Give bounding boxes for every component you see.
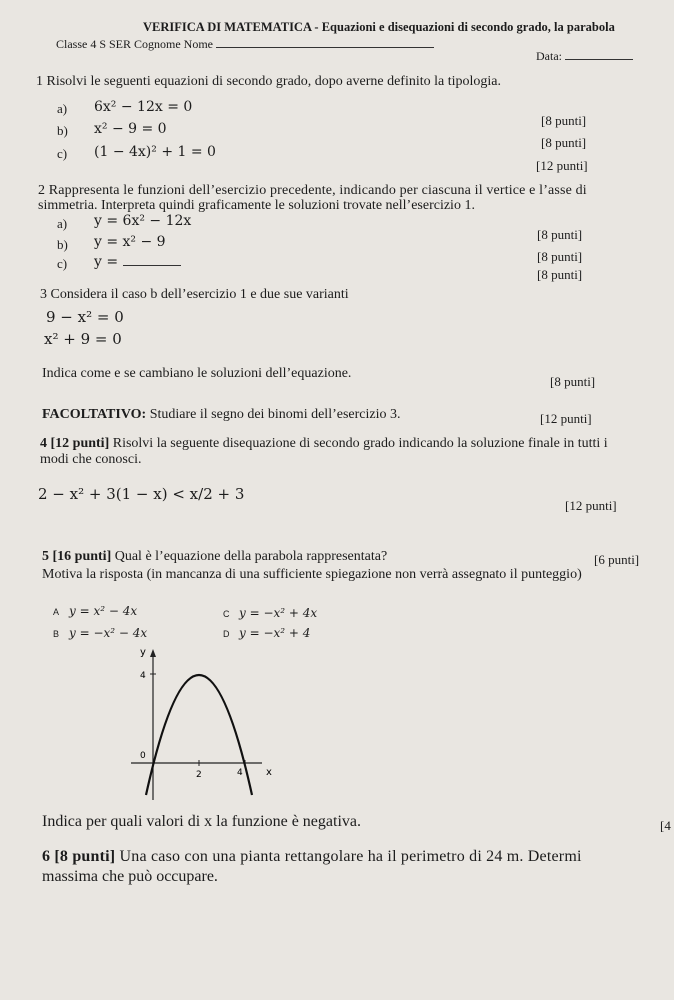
y-tick-label: 4 xyxy=(140,671,146,681)
choice-d-eq: y = −x² + 4 xyxy=(239,626,311,640)
name-field xyxy=(216,37,434,48)
q2-c-expr: y = xyxy=(94,254,119,270)
q2-b-expr: y = x² − 9 xyxy=(94,234,166,250)
q6-bold-points: [8 punti] xyxy=(54,848,116,865)
q4-text-line1 xyxy=(40,436,608,452)
choice-d-letter: D xyxy=(223,629,230,639)
q4-text-line2: modi che conosci. xyxy=(40,452,142,467)
q2-c-label: c) xyxy=(57,256,68,271)
class-label: Classe 4 S SER Cognome Nome xyxy=(56,37,214,51)
q4-bold-points: [12 punti] xyxy=(50,436,110,451)
choice-b xyxy=(53,624,147,642)
q1-a-expr: 6x² − 12x = 0 xyxy=(94,99,193,115)
choice-d xyxy=(223,624,310,642)
q2-b-points: [8 punti] xyxy=(537,249,583,264)
q5-points: [6 punti] xyxy=(594,552,640,567)
choice-b-eq: y = −x² − 4x xyxy=(69,626,148,640)
q2-text-line1: 2 Rappresenta le funzioni dell’esercizio precedente, indicando per ciascuna il vertice e l’asse di xyxy=(38,183,587,198)
q5-motiva: Motiva la risposta (in mancanza di una sufficiente spiegazione non verrà assegnato il punteggio) xyxy=(42,567,582,582)
q3-points: [8 punti] xyxy=(550,374,596,389)
q2-c-points: [8 punti] xyxy=(537,267,583,282)
q1-a-label: a) xyxy=(57,101,68,116)
q5-text-line xyxy=(42,549,387,565)
choice-c xyxy=(223,604,317,622)
choice-a-eq: y = x² − 4x xyxy=(69,604,138,618)
facoltativo-text: Studiare il segno dei binomi dell’esercizio 3. xyxy=(149,407,401,422)
q6-text: Una caso con una pianta rettangolare ha il perimetro di 24 m. Determi xyxy=(119,848,582,865)
date-field xyxy=(565,49,633,60)
q2-a-expr: y = 6x² − 12x xyxy=(94,213,192,229)
q4-number: 4 xyxy=(40,436,47,451)
q5-text: Qual è l’equazione della parabola rappresentata? xyxy=(114,549,388,564)
q2-a-points: [8 punti] xyxy=(537,227,583,242)
x-tick-label-2: 2 xyxy=(196,770,202,780)
y-axis-label: y xyxy=(140,647,146,658)
q1-text: 1 Risolvi le seguenti equazioni di secondo grado, dopo averne definito la tipologia. xyxy=(36,74,502,89)
facoltativo-line xyxy=(42,407,401,423)
q6-number: 6 xyxy=(42,848,51,865)
q6-text-line2: massima che può occupare. xyxy=(42,868,218,885)
q3-text: 3 Considera il caso b dell’esercizio 1 e due sue varianti xyxy=(40,287,349,302)
q2-c-line xyxy=(94,253,181,270)
q5-negativa: Indica per quali valori di x la funzione è negativa. xyxy=(42,813,361,830)
q3-eq1: 9 − x² = 0 xyxy=(46,308,124,326)
parabola-graph xyxy=(126,645,276,805)
q1-b-label: b) xyxy=(57,123,68,138)
choice-c-letter: C xyxy=(223,609,230,619)
q5-number: 5 xyxy=(42,549,49,564)
x-tick-label-4: 4 xyxy=(237,768,243,778)
date-label: Data: xyxy=(536,49,562,63)
date-line xyxy=(536,49,633,64)
q2-b-label: b) xyxy=(57,237,68,252)
q2-text-line2: simmetria. Interpreta quindi graficamente le soluzioni trovate nell’esercizio 1. xyxy=(38,198,475,213)
choice-b-letter: B xyxy=(53,629,60,639)
origin-label: 0 xyxy=(140,751,146,761)
q3-indica: Indica come e se cambiano le soluzioni dell’equazione. xyxy=(42,366,352,381)
page-title: VERIFICA DI MATEMATICA - Equazioni e disequazioni di secondo grado, la parabola xyxy=(143,20,615,34)
q2-c-blank xyxy=(123,253,181,266)
q1-c-points: [12 punti] xyxy=(536,158,588,173)
y-axis-arrow xyxy=(150,649,156,657)
q3-eq2: x² + 9 = 0 xyxy=(44,330,122,348)
q1-a-points: [8 punti] xyxy=(541,113,587,128)
q1-c-expr: (1 − 4x)² + 1 = 0 xyxy=(94,144,216,160)
q1-b-points: [8 punti] xyxy=(541,135,587,150)
facoltativo-label: FACOLTATIVO: xyxy=(42,407,147,422)
q5-side-mark: [4 xyxy=(660,818,671,833)
class-name-line xyxy=(56,37,434,52)
facoltativo-points: [12 punti] xyxy=(540,411,592,426)
q4-points: [12 punti] xyxy=(565,498,617,513)
q6-text-line1 xyxy=(42,848,582,866)
choice-c-eq: y = −x² + 4x xyxy=(239,606,318,620)
q4-text: Risolvi la seguente disequazione di secondo grado indicando la soluzione finale in tutti i xyxy=(112,436,608,451)
q1-c-label: c) xyxy=(57,146,68,161)
x-axis-label: x xyxy=(266,767,272,778)
choice-a xyxy=(53,602,137,620)
choice-a-letter: A xyxy=(53,607,60,617)
q4-inequality: 2 − x² + 3(1 − x) < x/2 + 3 xyxy=(38,485,245,503)
q1-b-expr: x² − 9 = 0 xyxy=(94,121,167,137)
q2-a-label: a) xyxy=(57,216,68,231)
q5-bold-points: [16 punti] xyxy=(52,549,112,564)
